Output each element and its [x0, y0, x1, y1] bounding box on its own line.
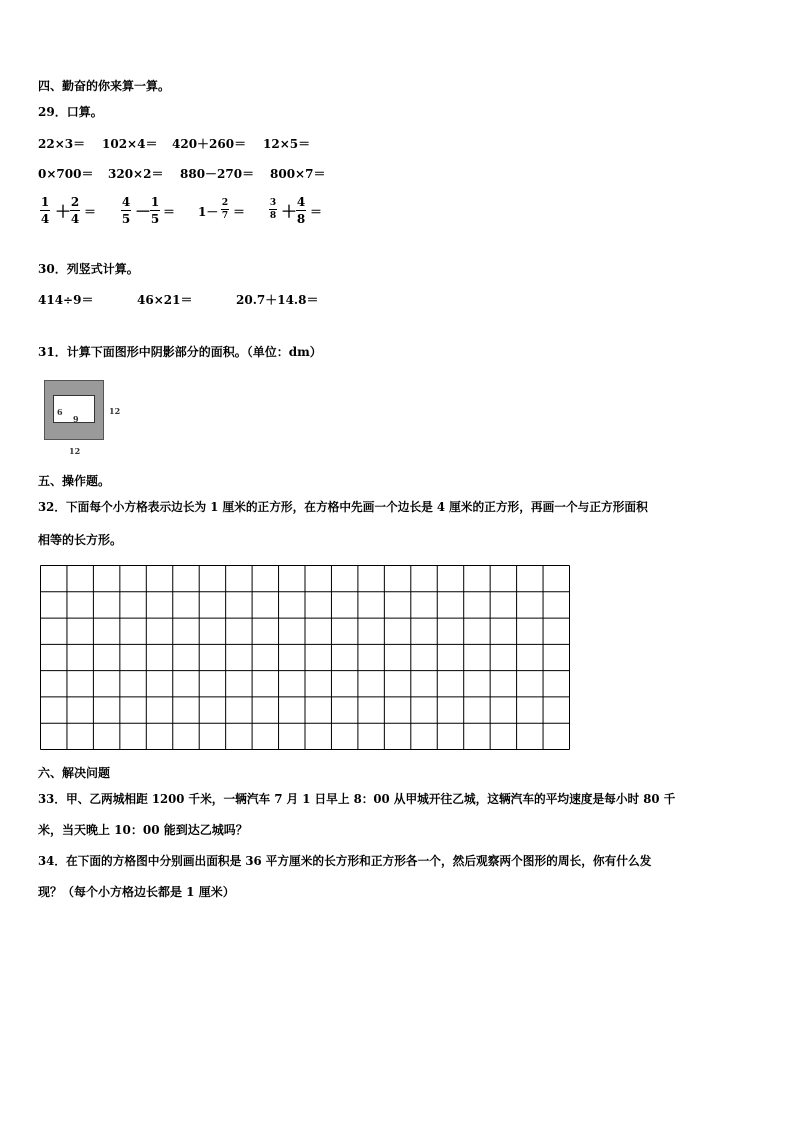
question-33-line-2: 米，当天晚上 10：00 能到达乙城吗？: [38, 823, 248, 837]
fraction-2-7: 2 7: [221, 198, 229, 221]
plus-operator: ＋: [55, 202, 72, 221]
inner-height-label: 6: [57, 407, 63, 417]
vertical-calc-item: 414÷9＝: [38, 293, 94, 307]
fraction-1-4: 1 4: [40, 195, 50, 226]
plus-operator: ＋: [281, 202, 298, 221]
equals-sign: ＝: [233, 205, 246, 219]
minus-operator: －: [135, 202, 152, 221]
oral-calc-item: 12×5＝: [263, 137, 311, 151]
outer-width-label: 12: [69, 446, 81, 456]
equals-sign: ＝: [310, 205, 323, 219]
question-34-line-1: 34．在下面的方格图中分别画出面积是 36 平方厘米的长方形和正方形各一个，然后观察两个图形的周长，你有什么发: [38, 854, 652, 868]
vertical-calc-item: 46×21＝: [137, 293, 193, 307]
oral-calc-item: 420＋260＝: [172, 137, 247, 151]
oral-calc-item: 102×4＝: [102, 137, 158, 151]
oral-calc-item: 0×700＝: [38, 167, 94, 181]
square-grid: [40, 565, 570, 750]
fraction-3-8: 3 8: [269, 198, 277, 221]
outer-height-label: 12: [109, 406, 121, 416]
question-32-line-2: 相等的长方形。: [38, 533, 123, 547]
question-33-line-1: 33．甲、乙两城相距 1200 千米，一辆汽车 7 月 1 日早上 8：00 从甲城开往乙城，这辆汽车的平均速度是每小时 80 千: [38, 792, 676, 806]
question-30-title: 30．列竖式计算。: [38, 262, 139, 276]
section-4-heading: 四、勤奋的你来算一算。: [38, 79, 171, 93]
vertical-calc-item: 20.7＋14.8＝: [236, 293, 319, 307]
oral-calc-item: 880－270＝: [180, 167, 255, 181]
equals-sign: ＝: [163, 205, 176, 219]
question-32-line-1: 32．下面每个小方格表示边长为 1 厘米的正方形，在方格中先画一个边长是 4 厘米的正方形，再画一个与正方形面积: [38, 500, 648, 514]
oral-calc-item: 800×7＝: [270, 167, 326, 181]
section-6-heading: 六、解决问题: [38, 766, 111, 780]
fraction-2-4: 2 4: [70, 195, 80, 226]
fraction-4-5: 4 5: [121, 195, 131, 226]
inner-width-label: 9: [73, 414, 79, 424]
question-31-title: 31．计算下面图形中阴影部分的面积。（单位：dm）: [38, 345, 322, 359]
shaded-area-figure: [44, 380, 104, 440]
question-34-line-2: 现？（每个小方格边长都是 1 厘米）: [38, 885, 235, 899]
question-29-title: 29．口算。: [38, 105, 103, 119]
whole-minus: 1－: [198, 205, 219, 219]
section-5-heading: 五、操作题。: [38, 474, 111, 488]
oral-calc-item: 22×3＝: [38, 137, 86, 151]
fraction-4-8: 4 8: [296, 195, 306, 226]
oral-calc-item: 320×2＝: [108, 167, 164, 181]
fraction-1-5: 1 5: [150, 195, 160, 226]
equals-sign: ＝: [84, 205, 97, 219]
